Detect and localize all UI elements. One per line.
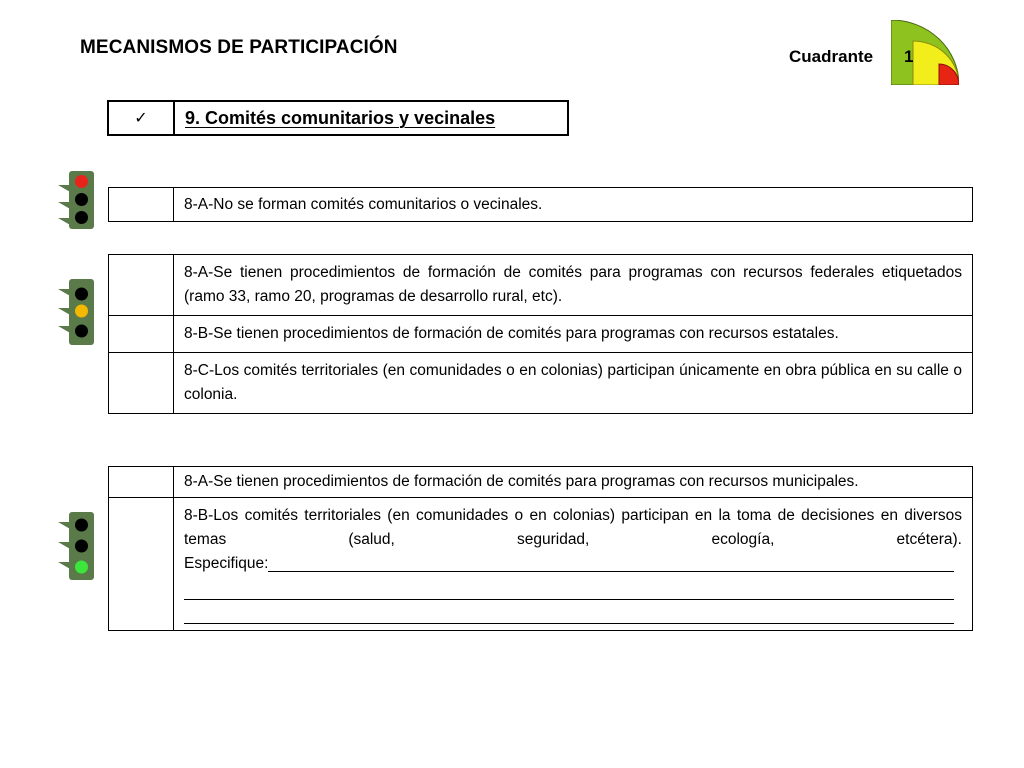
specify-line: [184, 552, 962, 576]
option-text: 8-C-Los comités territoriales (en comunidades o en colonias) participan únicamente en obra pública en su calle o colonia.: [174, 353, 973, 414]
section-heading-text: 9. Comités comunitarios y vecinales: [185, 107, 496, 128]
section-heading: [174, 101, 568, 135]
quadrant-rings-icon: [891, 20, 959, 85]
specify-input-line-3[interactable]: [184, 600, 954, 624]
specify-label: Especifique:: [184, 555, 269, 572]
option-text: 8-B-Se tienen procedimientos de formación de comités para programas con recursos estatales.: [174, 316, 973, 353]
table-row: [109, 255, 973, 316]
checkbox-cell[interactable]: [109, 255, 174, 316]
traffic-light-red-icon: [58, 171, 94, 229]
option-text: 8-A-No se forman comités comunitarios o vecinales.: [174, 188, 973, 222]
yellow-level-table: [108, 254, 973, 414]
traffic-light-yellow-icon: [58, 279, 94, 337]
section-heading-table: [107, 100, 569, 136]
table-row: [109, 188, 973, 222]
red-level-table: [108, 187, 973, 222]
page-title: MECANISMOS DE PARTICIPACIÓN: [80, 37, 398, 58]
checkbox-cell[interactable]: [109, 188, 174, 222]
option-text: 8-A-Se tienen procedimientos de formación de comités para programas con recursos federales etiquetados (ramo 33, ramo 20, programas de desarrollo rural, etc).: [174, 255, 973, 316]
option-text-with-specify: [174, 498, 973, 631]
quadrant-label: Cuadrante: [789, 47, 874, 66]
checkbox-cell[interactable]: [109, 353, 174, 414]
traffic-light-green-icon: [58, 512, 94, 570]
specify-input-line-2[interactable]: [184, 576, 954, 600]
checkbox-cell[interactable]: [109, 467, 174, 498]
table-row: [109, 498, 973, 631]
checkbox-cell[interactable]: [109, 316, 174, 353]
check-mark-icon: ✓: [134, 110, 148, 127]
check-mark-cell[interactable]: [108, 101, 174, 135]
specify-input[interactable]: [268, 553, 954, 572]
table-row: [109, 467, 973, 498]
green-level-table: [108, 466, 973, 631]
table-row: [109, 353, 973, 414]
table-row: [109, 316, 973, 353]
quadrant-number: 1: [904, 47, 914, 66]
option-text: 8-A-Se tienen procedimientos de formación de comités para programas con recursos municipales.: [174, 467, 973, 498]
checkbox-cell[interactable]: [109, 498, 174, 631]
option-text: 8-B-Los comités territoriales (en comunidades o en colonias) participan en la toma de decisiones en diversos temas (salud, seguridad, ecología, etcétera).: [184, 507, 962, 548]
